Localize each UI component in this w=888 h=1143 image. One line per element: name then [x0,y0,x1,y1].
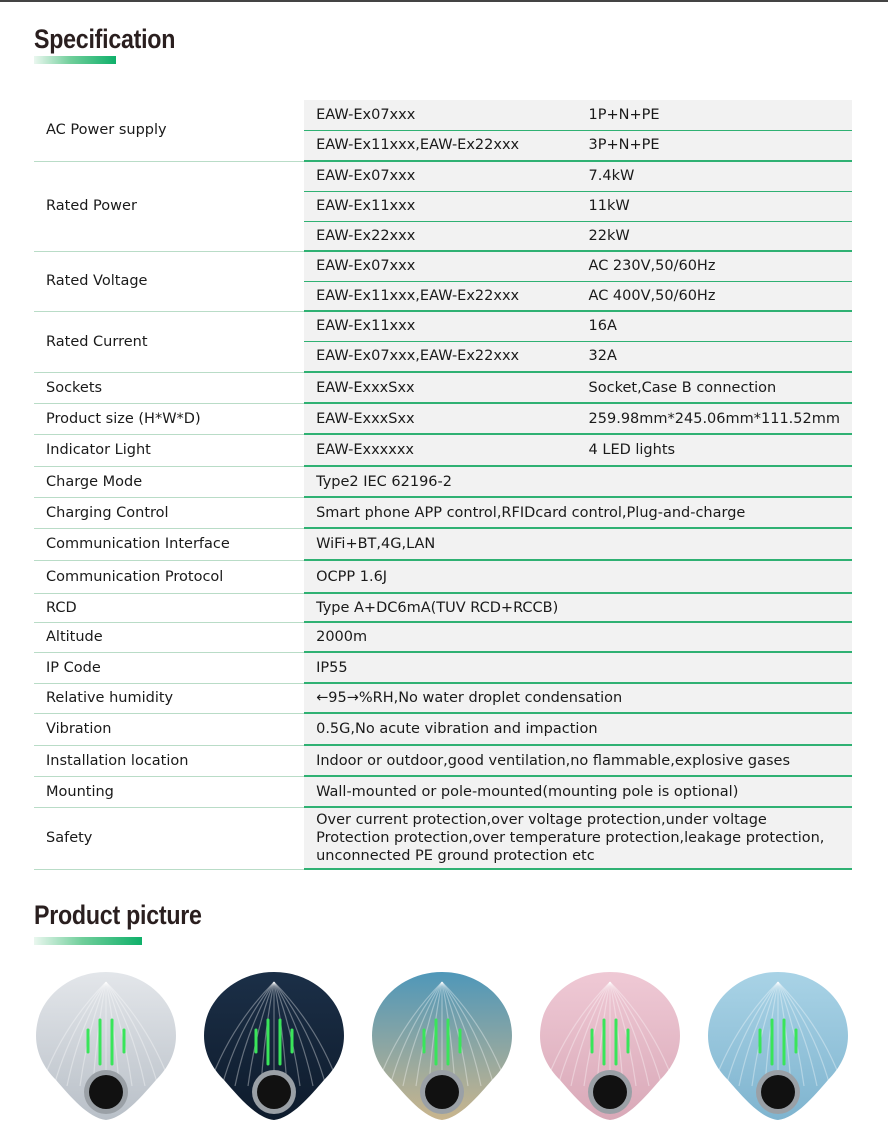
spec-value: ←95→%RH,No water droplet condensation [304,683,852,713]
spec-label-product-size: Product size (H*W*D) [34,403,304,434]
spec-value: 259.98mm*245.06mm*111.52mm [577,403,852,434]
spec-value: Smart phone APP control,RFIDcard control,Plug-and-charge [304,497,852,528]
spec-value: 0.5G,No acute vibration and impaction [304,713,852,745]
spec-label-relative-humidity: Relative humidity [34,683,304,713]
table-row [34,683,852,713]
spec-model: EAW-Ex11xxx,EAW-Ex22xxx [304,281,576,311]
spec-label-rated-voltage: Rated Voltage [34,251,304,311]
spec-model: EAW-Ex07xxx [304,100,576,130]
spec-value: 16A [577,311,852,341]
spec-label-ip-code: IP Code [34,652,304,683]
table-row [34,372,852,403]
spec-model: EAW-Exxxxxx [304,434,576,466]
spec-label-charge-mode: Charge Mode [34,466,304,497]
spec-model: EAW-Ex07xxx [304,251,576,281]
product-gallery [30,968,858,1128]
table-row [34,403,852,434]
spec-value: Type2 IEC 62196-2 [304,466,852,497]
table-row [34,497,852,528]
spec-value: Indoor or outdoor,good ventilation,no flammable,explosive gases [304,745,852,776]
spec-label-altitude: Altitude [34,622,304,652]
product-image-navy [198,968,350,1123]
spec-value: 22kW [577,221,852,251]
table-row [34,100,852,130]
spec-value: AC 400V,50/60Hz [577,281,852,311]
spec-model: EAW-Ex07xxx [304,161,576,191]
table-row [34,161,852,191]
spec-label-mounting: Mounting [34,776,304,807]
spec-model: EAW-Ex11xxx [304,311,576,341]
table-row [34,251,852,281]
spec-label-charging-control: Charging Control [34,497,304,528]
spec-model: EAW-Ex11xxx,EAW-Ex22xxx [304,130,576,161]
product-image-light-blue [702,968,854,1123]
spec-value: 32A [577,341,852,372]
spec-label-safety: Safety [34,807,304,869]
top-rule [0,0,888,2]
spec-value: Over current protection,over voltage protection,under voltage Protection protection,over temperature protection,leakage protection, unconnected PE ground protection etc [304,807,852,869]
product-picture-title: Product picture [34,900,202,930]
spec-value: 3P+N+PE [577,130,852,161]
spec-value: 1P+N+PE [577,100,852,130]
spec-value: 7.4kW [577,161,852,191]
spec-label-communication-interface: Communication Interface [34,528,304,560]
table-row [34,593,852,622]
table-row [34,311,852,341]
product-picture-title-bar [34,937,142,945]
spec-value: AC 230V,50/60Hz [577,251,852,281]
table-row [34,713,852,745]
spec-model: EAW-Ex07xxx,EAW-Ex22xxx [304,341,576,372]
spec-label-indicator-light: Indicator Light [34,434,304,466]
spec-label-ac-power: AC Power supply [34,100,304,161]
spec-value: Type A+DC6mA(TUV RCD+RCCB) [304,593,852,622]
table-row [34,807,852,869]
spec-value: 11kW [577,191,852,221]
spec-model: EAW-ExxxSxx [304,372,576,403]
spec-label-rcd: RCD [34,593,304,622]
specification-table [34,100,852,870]
spec-model: EAW-Ex11xxx [304,191,576,221]
table-row [34,466,852,497]
spec-label-rated-power: Rated Power [34,161,304,251]
product-image-white [30,968,182,1123]
spec-value: Wall-mounted or pole-mounted(mounting pole is optional) [304,776,852,807]
product-image-ocean [366,968,518,1123]
spec-label-installation-location: Installation location [34,745,304,776]
spec-model: EAW-ExxxSxx [304,403,576,434]
product-image-pink [534,968,686,1123]
spec-label-sockets: Sockets [34,372,304,403]
spec-value: 4 LED lights [577,434,852,466]
table-row [34,528,852,560]
table-row [34,652,852,683]
spec-value: Socket,Case B connection [577,372,852,403]
spec-value: IP55 [304,652,852,683]
spec-label-rated-current: Rated Current [34,311,304,372]
specification-title-bar [34,56,116,64]
table-row [34,745,852,776]
spec-label-communication-protocol: Communication Protocol [34,560,304,593]
spec-label-vibration: Vibration [34,713,304,745]
table-row [34,560,852,593]
spec-value: OCPP 1.6J [304,560,852,593]
table-row [34,776,852,807]
table-row [34,622,852,652]
specification-title: Specification [34,24,176,54]
spec-value: WiFi+BT,4G,LAN [304,528,852,560]
spec-model: EAW-Ex22xxx [304,221,576,251]
table-row [34,434,852,466]
spec-value: 2000m [304,622,852,652]
